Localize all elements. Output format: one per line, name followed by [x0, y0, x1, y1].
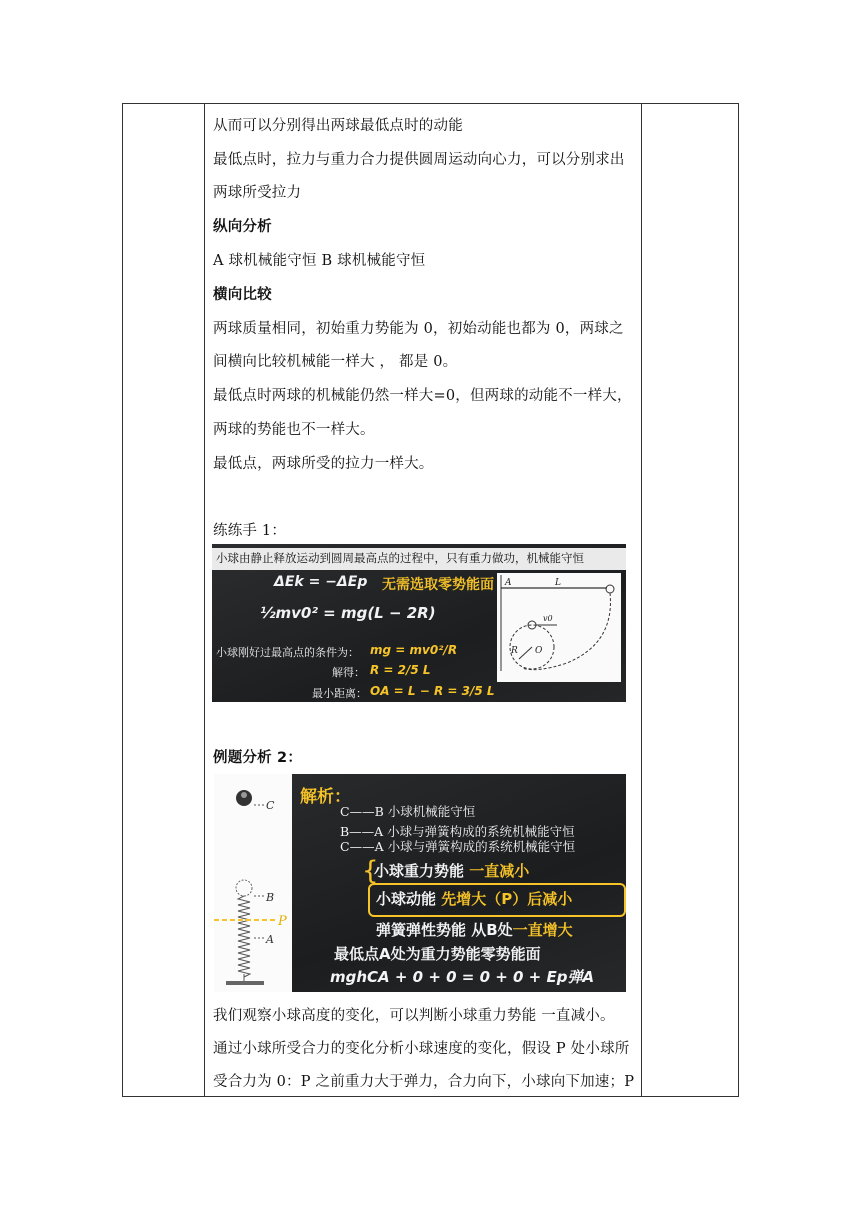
brace-mark: { — [362, 856, 379, 886]
label-l: L — [555, 578, 561, 588]
energy-equation: ΔEk = −ΔEp — [274, 574, 368, 590]
spring-diagram — [214, 774, 292, 992]
analysis-line: C——A 小球与弹簧构成的系统机械能守恒 — [340, 839, 576, 854]
pendulum-figure — [497, 573, 621, 682]
text-line: 两球的势能也不一样大。 — [213, 422, 375, 438]
example-image — [214, 774, 626, 992]
analysis-title: 解析： — [300, 787, 351, 807]
exercise-image — [212, 544, 626, 702]
label-c: C — [266, 799, 275, 812]
text-line: 通过小球所受合力的变化分析小球速度的变化，假设 P 处小球所 — [213, 1041, 630, 1057]
solve-equation: R = 2/5 L — [370, 663, 431, 677]
energy-note: 无需选取零势能面 — [382, 577, 494, 593]
text-line: 间横向比较机械能一样大 ， 都是 0。 — [213, 354, 458, 370]
exercise-label: 练练手 1： — [213, 523, 287, 539]
label-v: v0 — [543, 614, 553, 623]
label-o: O — [535, 646, 543, 656]
section-heading: 横向比较 — [213, 287, 272, 303]
pendulum-diagram — [497, 573, 621, 682]
example-title: 例题分析 2： — [213, 750, 303, 766]
item-gravity: 小球重力势能 一直减小 — [374, 862, 530, 880]
text-line: 两球所受拉力 — [213, 185, 302, 201]
text-line: 两球质量相同，初始重力势能为 0，初始动能也都为 0，两球之 — [213, 321, 624, 337]
solve-label: 解得： — [332, 666, 365, 679]
item-kinetic: 小球动能 先增大（P）后减小 — [376, 890, 573, 908]
lesson-table — [122, 103, 739, 1097]
min-distance-label: 最小距离： — [312, 687, 367, 700]
label-p: P — [278, 914, 287, 929]
text-line: 我们观察小球高度的变化，可以判断小球重力势能 一直减小。 — [213, 1008, 615, 1024]
image-header: 小球由静止释放运动到圆周最高点的过程中，只有重力做功，机械能守恒 — [216, 551, 584, 565]
analysis-line: C——B 小球机械能守恒 — [340, 804, 476, 819]
content-column — [205, 104, 642, 1096]
item-elastic: 弹簧弹性势能 从B处一直增大 — [376, 921, 573, 939]
spring-figure — [214, 774, 292, 992]
energy-equation-2: ½mv0² = mg(L − 2R) — [260, 604, 436, 622]
label-a2: A — [266, 933, 274, 946]
text-line: 最低点，两球所受的拉力一样大。 — [213, 456, 434, 472]
text-line: A 球机械能守恒 B 球机械能守恒 — [213, 253, 426, 269]
text-line: 最低点时两球的机械能仍然一样大=0，但两球的动能不一样大， — [213, 388, 632, 404]
zero-level-line: 最低点A处为重力势能零势能面 — [334, 945, 541, 963]
text-line: 受合力为 0：P 之前重力大于弹力，合力向下，小球向下加速；P — [213, 1074, 635, 1090]
condition-equation: mg = mv0²/R — [370, 643, 458, 657]
text-line: 最低点时，拉力与重力合力提供圆周运动向心力，可以分别求出 — [213, 152, 625, 168]
section-heading: 纵向分析 — [213, 219, 272, 235]
energy-balance: mghCA + 0 + 0 = 0 + 0 + Ep弹A — [330, 968, 595, 986]
text-line: 从而可以分别得出两球最低点时的动能 — [213, 118, 463, 134]
label-a: A — [505, 578, 512, 588]
label-r: R — [511, 646, 518, 656]
label-b: B — [266, 891, 275, 904]
condition-label: 小球刚好过最高点的条件为： — [216, 646, 359, 659]
analysis-line: B——A 小球与弹簧构成的系统机械能守恒 — [340, 824, 575, 839]
min-distance-equation: OA = L − R = 3/5 L — [370, 684, 495, 698]
